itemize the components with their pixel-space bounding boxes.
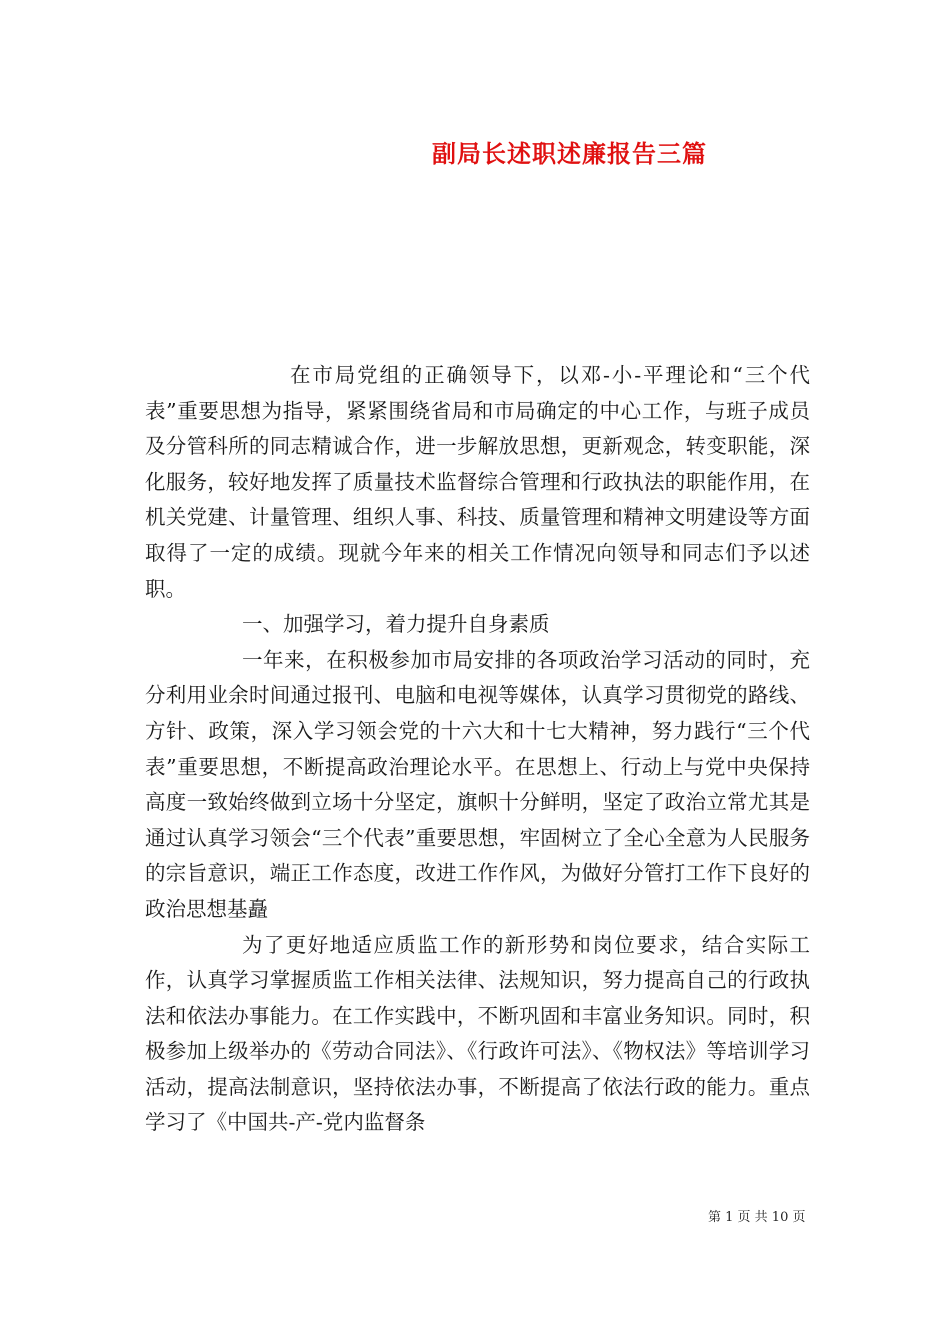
paragraph-study: 一年来，在积极参加市局安排的各项政治学习活动的同时，充分利用业余时间通过报刊、电脑和电视等媒体，认真学习贯彻党的路线、方针、政策，深入学习领会党的十六大和十七大精神，努力践行“三个代表”重要思想，不断提高政治理论水平。在思想上、行动上与党中央保持高度一致始终做到立场十分坚定，旗帜十分鲜明，坚定了政治立常尤其是通过认真学习领会“三个代表”重要思想，牢固树立了全心全意为人民服务的宗旨意识，端正工作态度，改进工作作风，为做好分管打工作下良好的政治思想基矗 bbox=[145, 647, 810, 921]
section-heading-1: 一、加强学习，着力提升自身素质 bbox=[242, 612, 550, 637]
paragraph-intro: 在市局党组的正确领导下，以邓-小-平理论和“三个代表”重要思想为指导，紧紧围绕省局和市局确定的中心工作，与班子成员及分管科所的同志精诚合作，进一步解放思想，更新观念，转变职能，深化服务，较好地发挥了质量技术监督综合管理和行政执法的职能作用，在机关党建、计量管理、组织人事、科技、质量管理和精神文明建设等方面取得了一定的成绩。现就今年来的相关工作情况向领导和同志们予以述职。 bbox=[145, 363, 810, 601]
document-title: 副局长述职述廉报告三篇 bbox=[432, 139, 707, 168]
document-body bbox=[145, 358, 810, 1141]
page-number: 第 1 页 共 10 页 bbox=[708, 1210, 806, 1225]
paragraph-law-study: 为了更好地适应质监工作的新形势和岗位要求，结合实际工作，认真学习掌握质监工作相关法律、法规知识，努力提高自己的行政执法和依法办事能力。在工作实践中，不断巩固和丰富业务知识。同时，积极参加上级举办的《劳动合同法》、《行政许可法》、《物权法》等培训学习活动，提高法制意识，坚持依法办事，不断提高了依法行政的能力。重点学习了《中国共-产-党内监督条 bbox=[145, 932, 810, 1135]
